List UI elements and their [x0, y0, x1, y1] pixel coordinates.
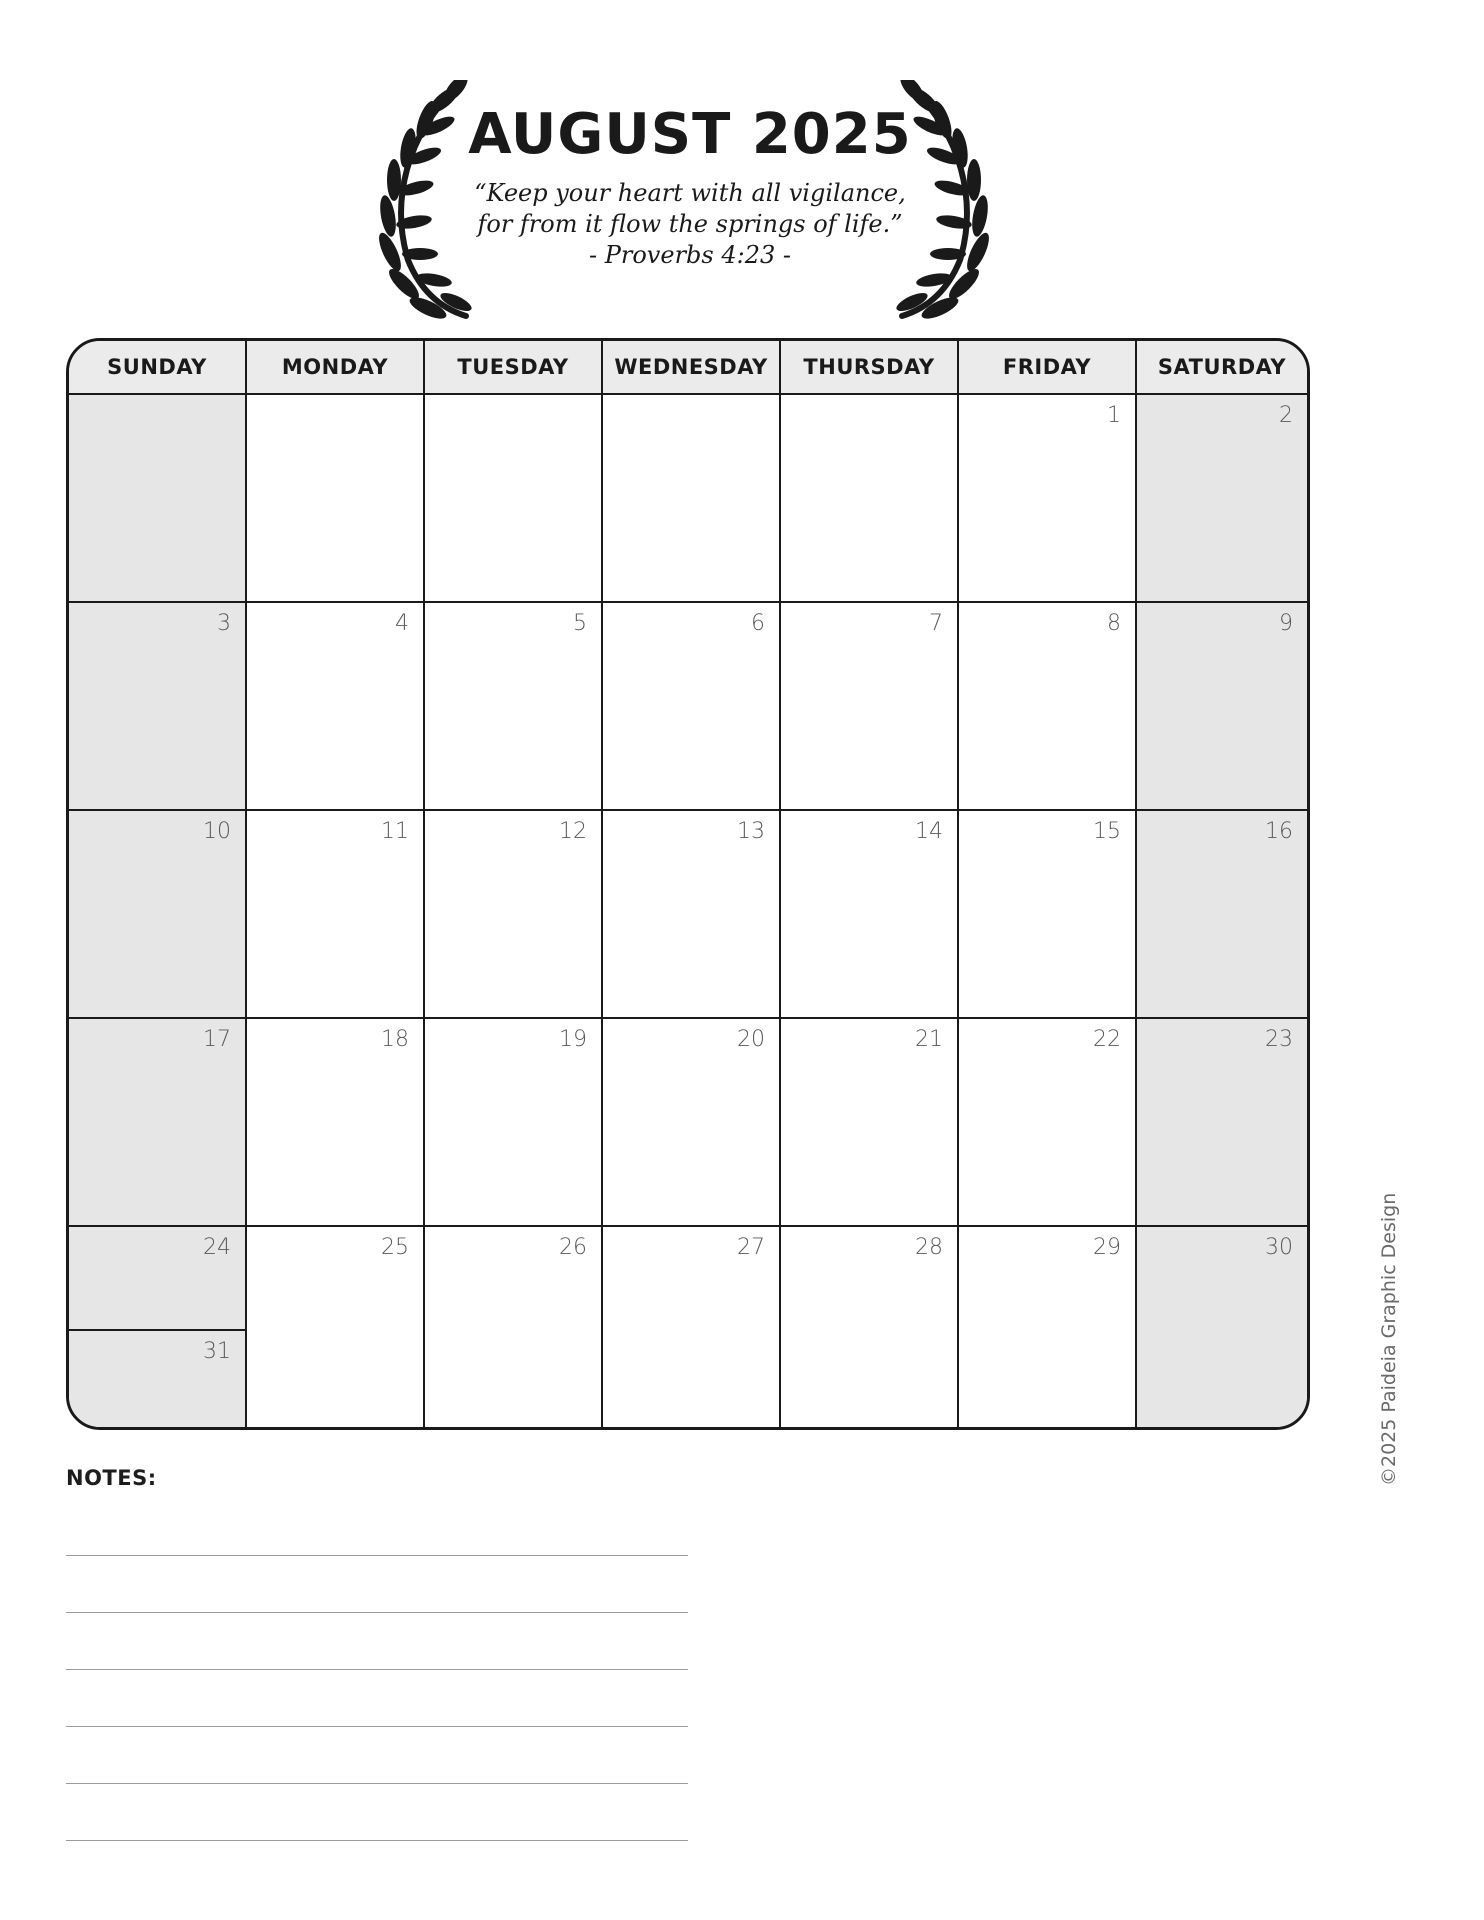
- day-cell[interactable]: [1137, 1019, 1307, 1227]
- day-cell[interactable]: [1137, 395, 1307, 603]
- day-cell-split-bottom[interactable]: [69, 1331, 247, 1427]
- day-number: 28: [915, 1235, 943, 1260]
- day-cell[interactable]: [781, 395, 959, 603]
- day-cell[interactable]: [247, 811, 425, 1019]
- weekday-header-friday: FRIDAY: [959, 341, 1137, 395]
- day-cell[interactable]: [603, 1227, 781, 1427]
- day-number: 24: [203, 1235, 231, 1260]
- weekday-header-monday: MONDAY: [247, 341, 425, 395]
- day-number: 11: [381, 819, 409, 844]
- day-number: 8: [1107, 611, 1121, 636]
- weekday-header-tuesday: TUESDAY: [425, 341, 603, 395]
- weekday-header-saturday: SATURDAY: [1137, 341, 1307, 395]
- day-number: 3: [217, 611, 231, 636]
- day-cell[interactable]: [247, 603, 425, 811]
- day-number: 26: [559, 1235, 587, 1260]
- day-number: 4: [395, 611, 409, 636]
- quote-line-1: “Keep your heart with all vigilance,: [474, 179, 906, 207]
- note-line[interactable]: [66, 1555, 688, 1556]
- note-line[interactable]: [66, 1783, 688, 1784]
- day-number: 2: [1279, 403, 1293, 428]
- day-cell[interactable]: [247, 1019, 425, 1227]
- day-cell[interactable]: [69, 1019, 247, 1227]
- day-cell[interactable]: [425, 1227, 603, 1427]
- day-number: 10: [203, 819, 231, 844]
- day-cell[interactable]: [603, 603, 781, 811]
- day-cell[interactable]: [1137, 811, 1307, 1019]
- day-cell[interactable]: [425, 811, 603, 1019]
- day-number: 31: [203, 1339, 231, 1364]
- day-cell[interactable]: [781, 603, 959, 811]
- day-cell[interactable]: [69, 395, 247, 603]
- day-cell[interactable]: [247, 395, 425, 603]
- day-number: 16: [1265, 819, 1293, 844]
- day-number: 22: [1093, 1027, 1121, 1052]
- day-number: 30: [1265, 1235, 1293, 1260]
- day-cell[interactable]: [1137, 603, 1307, 811]
- day-number: 13: [737, 819, 765, 844]
- quote-line-2: for from it flow the springs of life.”: [477, 210, 903, 238]
- day-cell[interactable]: [781, 1019, 959, 1227]
- day-cell[interactable]: [425, 395, 603, 603]
- day-cell[interactable]: [959, 1227, 1137, 1427]
- day-cell[interactable]: [959, 395, 1137, 603]
- day-number: 5: [573, 611, 587, 636]
- day-cell-split-top[interactable]: [69, 1227, 247, 1331]
- day-number: 17: [203, 1027, 231, 1052]
- notes-label: NOTES:: [66, 1466, 157, 1490]
- day-cell[interactable]: [1137, 1227, 1307, 1427]
- day-number: 1: [1107, 403, 1121, 428]
- weekday-header-thursday: THURSDAY: [781, 341, 959, 395]
- quote-reference: - Proverbs 4:23 -: [589, 241, 791, 269]
- day-number: 23: [1265, 1027, 1293, 1052]
- day-cell[interactable]: [603, 811, 781, 1019]
- month-calendar-grid: [66, 338, 1310, 1430]
- day-cell[interactable]: [603, 1019, 781, 1227]
- month-title: AUGUST 2025: [468, 102, 912, 167]
- day-number: 25: [381, 1235, 409, 1260]
- note-line[interactable]: [66, 1612, 688, 1613]
- day-cell[interactable]: [781, 1227, 959, 1427]
- note-line[interactable]: [66, 1840, 688, 1841]
- day-number: 6: [751, 611, 765, 636]
- day-number: 18: [381, 1027, 409, 1052]
- day-cell[interactable]: [425, 1019, 603, 1227]
- day-number: 14: [915, 819, 943, 844]
- day-number: 27: [737, 1235, 765, 1260]
- calendar-header: [0, 0, 1484, 330]
- day-number: 29: [1093, 1235, 1121, 1260]
- day-number: 19: [559, 1027, 587, 1052]
- day-number: 12: [559, 819, 587, 844]
- day-cell[interactable]: [603, 395, 781, 603]
- day-cell[interactable]: [69, 811, 247, 1019]
- copyright-text: ©2025 Paideia Graphic Design: [1378, 1192, 1400, 1486]
- day-cell[interactable]: [247, 1227, 425, 1427]
- weekday-header-sunday: SUNDAY: [69, 341, 247, 395]
- day-number: 21: [915, 1027, 943, 1052]
- scripture-quote: [470, 178, 910, 271]
- day-cell[interactable]: [959, 811, 1137, 1019]
- note-line[interactable]: [66, 1726, 688, 1727]
- day-cell[interactable]: [425, 603, 603, 811]
- day-cell[interactable]: [959, 1019, 1137, 1227]
- weekday-header-wednesday: WEDNESDAY: [603, 341, 781, 395]
- day-cell[interactable]: [781, 811, 959, 1019]
- day-number: 20: [737, 1027, 765, 1052]
- day-cell[interactable]: [959, 603, 1137, 811]
- note-line[interactable]: [66, 1669, 688, 1670]
- day-number: 9: [1279, 611, 1293, 636]
- day-number: 7: [929, 611, 943, 636]
- day-number: 15: [1093, 819, 1121, 844]
- day-cell[interactable]: [69, 603, 247, 811]
